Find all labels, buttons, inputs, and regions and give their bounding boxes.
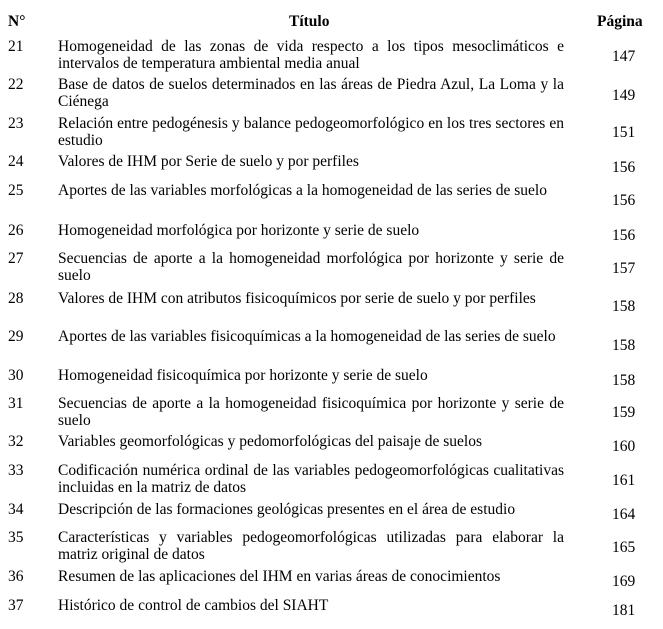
row-title: Base de datos de suelos determinados en las áreas de Piedra Azul, La Loma y la Ciénega — [58, 76, 564, 110]
row-title: Características y variables pedogeomorfológicas utilizadas para elaborar la matriz original de datos — [58, 529, 564, 563]
row-page: 158 — [612, 337, 636, 354]
row-title: Codificación numérica ordinal de las variables pedogeomorfológicas cualitativas incluidas en la matriz de datos — [58, 462, 564, 496]
row-page: 161 — [612, 472, 636, 489]
row-title: Valores de IHM con atributos fisicoquímicos por serie de suelo y por perfiles — [58, 290, 536, 307]
row-page: 169 — [612, 573, 636, 590]
row-page: 165 — [612, 539, 636, 556]
row-number: 29 — [8, 328, 24, 345]
row-number: 30 — [8, 367, 24, 384]
row-number: 37 — [8, 597, 24, 614]
row-number: 35 — [8, 529, 24, 546]
row-page: 164 — [612, 506, 636, 523]
row-number: 25 — [8, 182, 24, 199]
row-page: 147 — [612, 48, 636, 65]
row-number: 27 — [8, 250, 24, 267]
row-title: Descripción de las formaciones geológicas presentes en el área de estudio — [58, 501, 516, 518]
row-page: 151 — [612, 124, 636, 141]
row-title: Relación entre pedogénesis y balance pedogeomorfológico en los tres sectores en estudio — [58, 115, 564, 149]
row-title: Variables geomorfológicas y pedomorfológicas del paisaje de suelos — [58, 433, 482, 450]
row-number: 32 — [8, 433, 24, 450]
header-title: Título — [289, 13, 330, 30]
row-number: 21 — [8, 38, 24, 55]
row-page: 149 — [612, 87, 636, 104]
row-page: 156 — [612, 192, 636, 209]
row-page: 159 — [612, 404, 636, 421]
row-page: 157 — [612, 260, 636, 277]
row-page: 156 — [612, 159, 636, 176]
row-number: 31 — [8, 395, 24, 412]
row-title: Homogeneidad morfológica por horizonte y serie de suelo — [58, 222, 420, 239]
row-title: Histórico de control de cambios del SIAHT — [58, 597, 329, 614]
row-number: 22 — [8, 76, 24, 93]
row-number: 26 — [8, 222, 24, 239]
header-page: Página — [597, 13, 643, 30]
row-title: Aportes de las variables fisicoquímicas a la homogeneidad de las series de suelo — [58, 328, 556, 345]
row-page: 156 — [612, 227, 636, 244]
row-page: 158 — [612, 298, 636, 315]
row-number: 34 — [8, 501, 24, 518]
row-page: 158 — [612, 372, 636, 389]
row-title: Secuencias de aporte a la homogeneidad fisicoquímica por horizonte y serie de suelo — [58, 395, 564, 429]
row-title: Aportes de las variables morfológicas a la homogeneidad de las series de suelo — [58, 182, 547, 199]
row-title: Homogeneidad fisicoquímica por horizonte y serie de suelo — [58, 367, 428, 384]
row-number: 28 — [8, 290, 24, 307]
row-title: Resumen de las aplicaciones del IHM en varias áreas de conocimientos — [58, 568, 501, 585]
row-title: Homogeneidad de las zonas de vida respecto a los tipos mesoclimáticos e intervalos de temperatura ambiental media anual — [58, 38, 564, 72]
row-number: 33 — [8, 462, 24, 479]
row-page: 181 — [612, 602, 636, 619]
row-number: 24 — [8, 153, 24, 170]
row-page: 160 — [612, 438, 636, 455]
row-title: Secuencias de aporte a la homogeneidad morfológica por horizonte y serie de suelo — [58, 250, 564, 284]
row-title: Valores de IHM por Serie de suelo y por perfiles — [58, 153, 359, 170]
row-number: 36 — [8, 568, 24, 585]
header-number: N° — [8, 13, 26, 30]
row-number: 23 — [8, 115, 24, 132]
